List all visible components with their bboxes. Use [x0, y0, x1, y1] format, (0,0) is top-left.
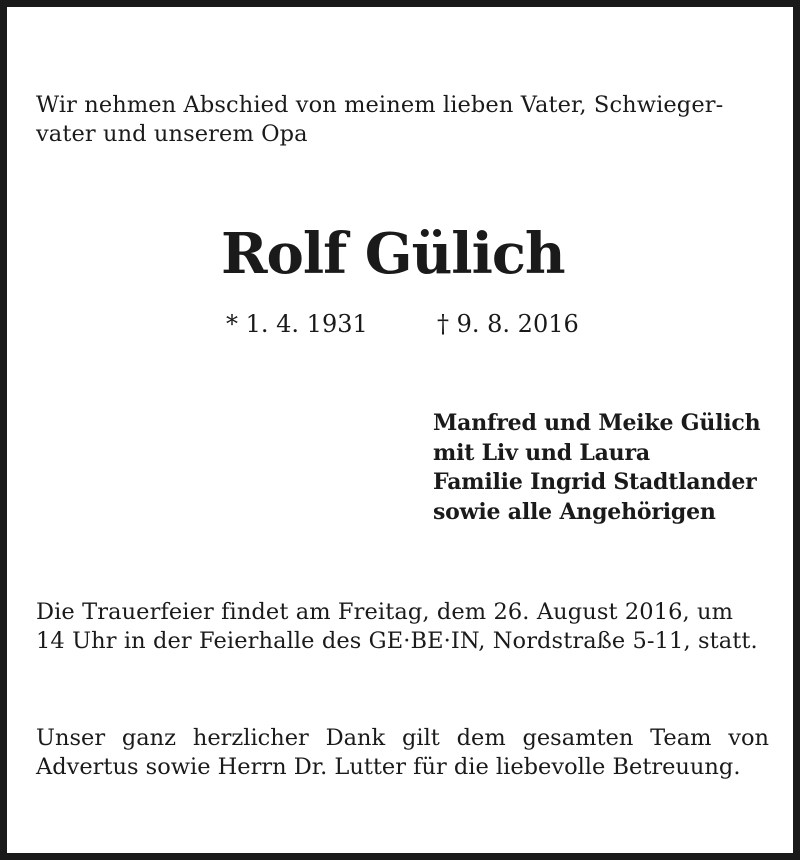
ceremony-line-2: 14 Uhr in der Feierhalle des GE·BE·IN, Nordstraße 5-11, statt.: [36, 628, 758, 654]
mourner-line: sowie alle Angehörigen: [433, 498, 716, 525]
birth-date: * 1. 4. 1931: [226, 310, 368, 338]
mourners-list: [433, 409, 760, 527]
intro-text: [36, 91, 723, 149]
intro-line-2: vater und unserem Opa: [36, 121, 308, 147]
deceased-name: Rolf Gülich: [221, 221, 565, 287]
mourner-line: Familie Ingrid Stadtlander: [433, 469, 757, 495]
thanks-line-2: Advertus sowie Herrn Dr. Lutter für die liebevolle Betreuung.: [36, 754, 741, 780]
intro-line-1: Wir nehmen Abschied von meinem lieben Vater, Schwieger-: [36, 92, 724, 118]
mourner-line: Manfred und Meike Gülich: [433, 410, 761, 436]
thanks-text: [36, 724, 769, 782]
mourner-line: mit Liv und Laura: [433, 439, 650, 466]
ceremony-line-1: Die Trauerfeier findet am Freitag, dem 26. August 2016, um: [36, 599, 734, 625]
ceremony-details: [36, 598, 758, 656]
thanks-line-1: Unser ganz herzlicher Dank gilt dem gesamten Team von: [36, 725, 769, 751]
death-date: † 9. 8. 2016: [437, 310, 579, 338]
